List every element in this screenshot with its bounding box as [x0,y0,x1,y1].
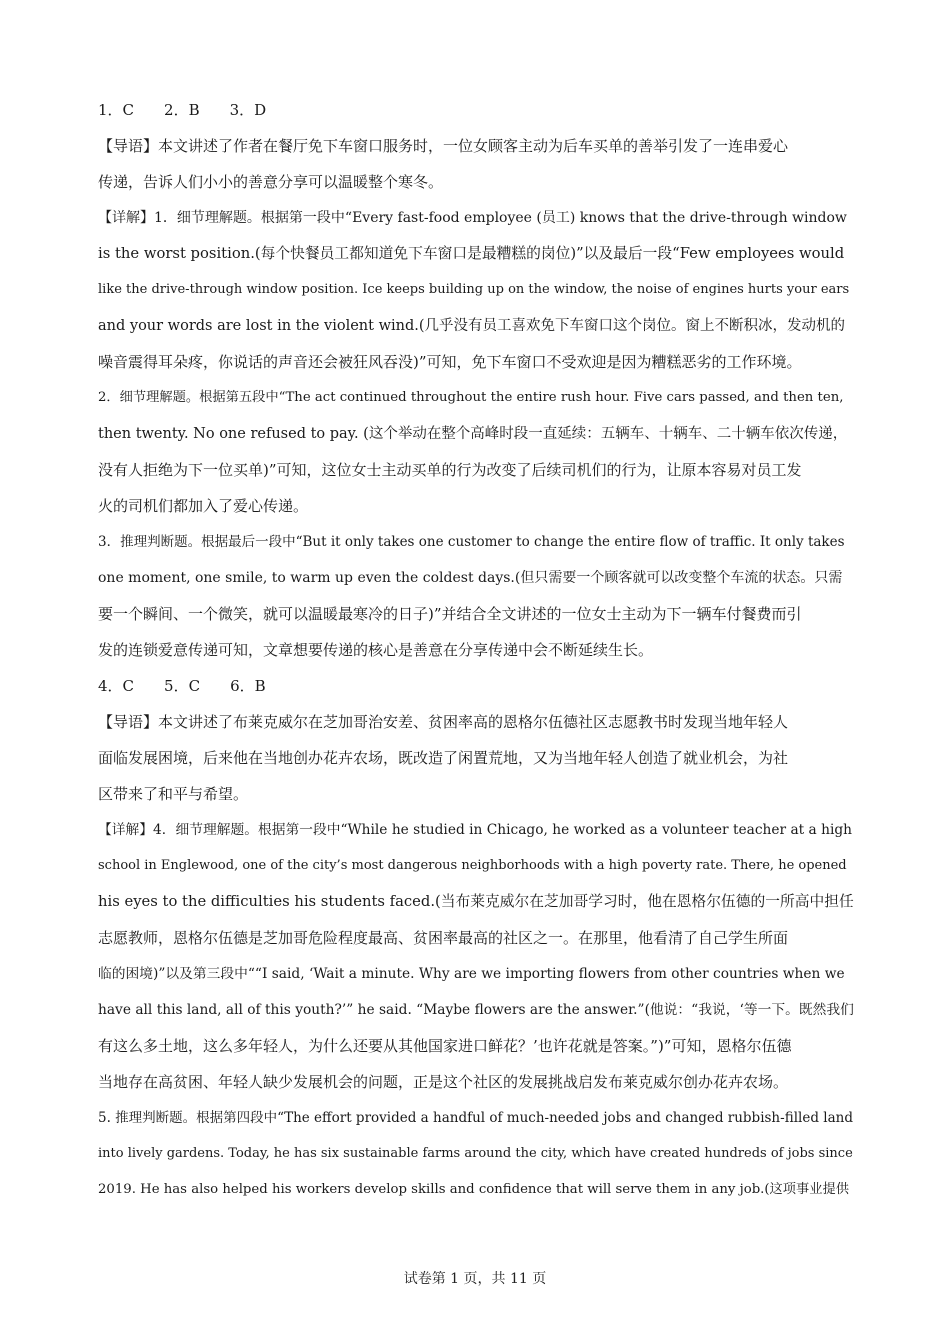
text-line: 临的困境)”以及第三段中““I said, ‘Wait a minute. Why are we importing flowers from other countries when we [98,966,845,982]
text-line: then twenty. No one refused to pay. (这个举动在整个高峰时段一直延续：五辆车、十辆车、二十辆车依次传递， [98,426,848,442]
text-line: 火的司机们都加入了爱心传递。 [98,497,309,515]
text-line: 当地存在高贫困、年轻人缺少发展机会的问题，正是这个社区的发展挑战启发布莱克威尔创办花卉农场。 [98,1073,789,1091]
text-line: school in Englewood, one of the city’s most dangerous neighborhoods with a high poverty rate. There, he opened [98,858,847,873]
text-line: 3．推理判断题。根据最后一段中“But it only takes one customer to change the entire flow of traffic. It only takes [98,534,845,550]
text-line: 发的连锁爱意传递可知，文章想要传递的核心是善意在分享传递中会不断延续生长。 [98,641,654,659]
answer-1: 1．C [98,101,135,119]
text-line: 区带来了和平与希望。 [98,785,249,803]
section1-explanation [98,128,854,668]
page-footer: 试卷第 1 页，共 11 页 [403,1271,547,1287]
text-line: have all this land, all of this youth?’” he said. “Maybe flowers are the answer.”(他说：“我说，‘等一下。既然我们 [98,1002,854,1018]
text-line: is the worst position.(每个快餐员工都知道免下车窗口是最糟糕的岗位)”以及最后一段“Few employees would [98,245,845,262]
section2-explanation [98,704,854,1208]
text-line: 志愿教师，恩格尔伍德是芝加哥危险程度最高、贫困率最高的社区之一。在那里，他看清了自己学生所面 [98,929,789,947]
document-body [98,92,854,1208]
text-line: 【导语】本文讲述了作者在餐厅免下车窗口服务时，一位女顾客主动为后车买单的善举引发了一连串爱心 [98,137,789,155]
text-line: like the drive-through window position. Ice keeps building up on the window, the noise of engines hurts your ears [98,282,850,297]
text-line: his eyes to the difficulties his students faced.(当布莱克威尔在芝加哥学习时，他在恩格尔伍德的一所高中担任 [98,893,854,910]
text-line: 传递，告诉人们小小的善意分享可以温暖整个寒冬。 [98,173,444,191]
text-line: and your words are lost in the violent wind.(几乎没有员工喜欢免下车窗口这个岗位。窗上不断积冰，发动机的 [98,318,846,334]
text-line: 有这么多土地，这么多年轻人，为什么还要从其他国家进口鲜花？’也许花就是答案。”)”可知，恩格尔伍德 [98,1037,792,1055]
text-line: 噪音震得耳朵疼，你说话的声音还会被狂风吞没)”可知，免下车窗口不受欢迎是因为糟糕恶劣的工作环境。 [98,353,802,371]
text-line: 【导语】本文讲述了布莱克威尔在芝加哥治安差、贫困率高的恩格尔伍德社区志愿教书时发现当地年轻人 [98,713,789,731]
text-line: one moment, one smile, to warm up even the coldest days.(但只需要一个顾客就可以改变整个车流的状态。只需 [98,570,843,586]
answer-6: 6．B [230,677,266,695]
answer-key-1-3 [98,92,854,128]
text-line: 5. 推理判断题。根据第四段中“The effort provided a handful of much-needed jobs and changed rubbish-filled land [98,1110,853,1126]
text-line: 没有人拒绝为下一位买单)”可知，这位女士主动买单的行为改变了后续司机们的行为，让原本容易对员工发 [98,461,802,479]
text-line: 【详解】1．细节理解题。根据第一段中“Every fast-food employee (员工) knows that the drive-through window [98,210,847,226]
answer-4: 4．C [98,677,135,695]
text-line: 面临发展困境，后来他在当地创办花卉农场，既改造了闲置荒地，又为当地年轻人创造了就业机会，为社 [98,749,789,767]
text-line: 2．细节理解题。根据第五段中“The act continued throughout the entire rush hour. Five cars passed, and then ten, [98,390,844,405]
text-line: 要一个瞬间、一个微笑，就可以温暖最寒冷的日子)”并结合全文讲述的一位女士主动为下一辆车付餐费而引 [98,605,802,623]
answer-2: 2．B [164,101,200,119]
answer-3: 3．D [229,101,267,119]
text-line: 【详解】4．细节理解题。根据第一段中“While he studied in Chicago, he worked as a volunteer teacher at a high [98,822,853,838]
answer-5: 5．C [164,677,201,695]
answer-key-4-6 [98,668,854,704]
text-line: 2019. He has also helped his workers develop skills and confidence that will serve them in any job.(这项事业提供 [98,1182,850,1197]
text-line: into lively gardens. Today, he has six sustainable farms around the city, which have created hundreds of jobs since [98,1146,853,1161]
